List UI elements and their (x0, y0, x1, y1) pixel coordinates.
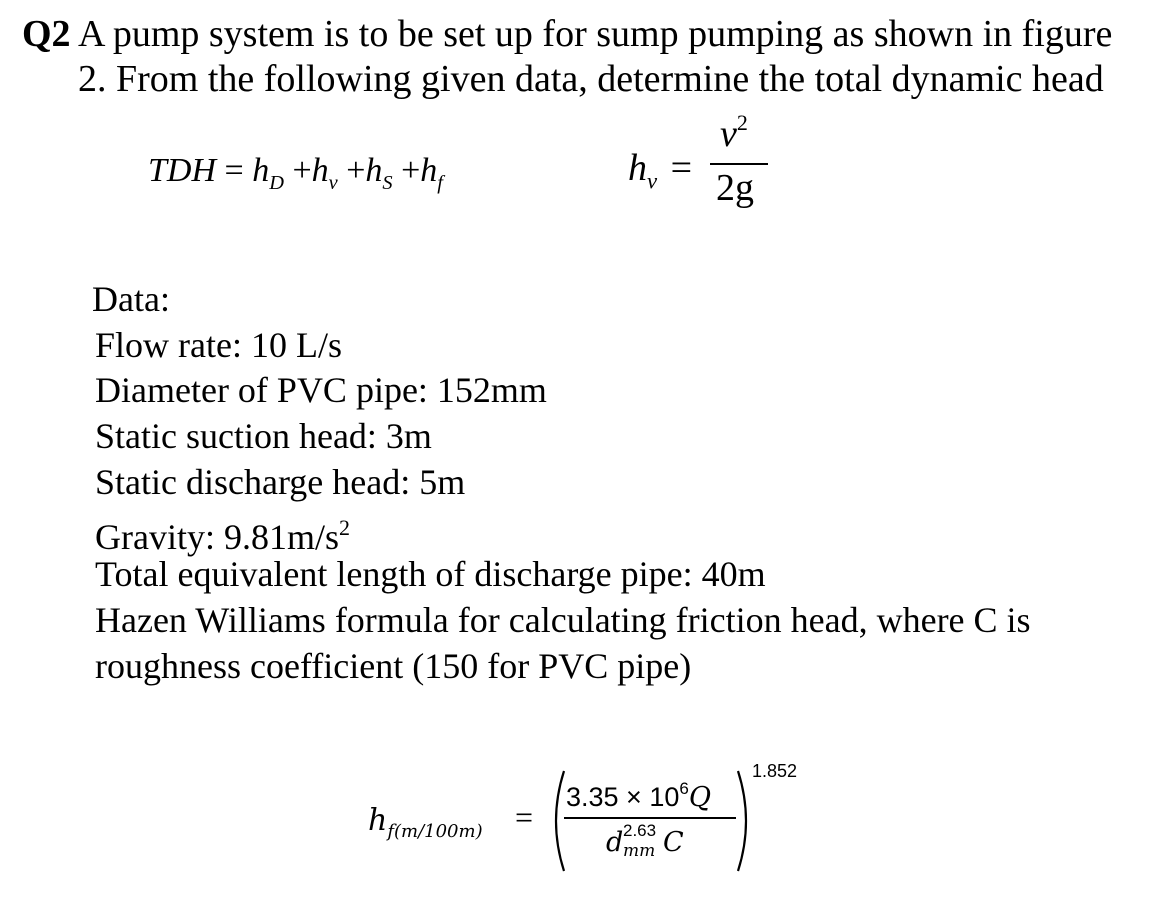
hazen-den-sub: mm (623, 841, 656, 861)
hv-num-sup: 2 (736, 110, 748, 135)
tdh-sub-D: D (269, 171, 284, 194)
data-item-diameter: Diameter of PVC pipe: 152mm (95, 370, 547, 410)
tdh-term-3: h (365, 152, 383, 189)
hv-lhs: h (628, 147, 647, 189)
tdh-eq: = (224, 152, 244, 189)
gravity-sup: 2 (338, 515, 350, 540)
data-item-hazen-1: Hazen Williams formula for calculating friction head, where C is (95, 600, 1031, 640)
question-line-1 (22, 12, 1112, 56)
hv-lhs-sub: v (647, 168, 658, 194)
tdh-sub-v: v (328, 171, 338, 194)
tdh-term-2: h (311, 152, 329, 189)
hazen-num-sup: 6 (679, 779, 689, 798)
hazen-exponent: 1.852 (752, 761, 798, 781)
hazen-lhs: h (368, 803, 388, 838)
hazen-num-var: Q (688, 782, 711, 813)
hazen-fraction-bar (564, 817, 736, 819)
tdh-sub-S: S (382, 171, 393, 194)
tdh-term-1: h (252, 152, 270, 189)
tdh-sub-f: f (437, 171, 443, 194)
question-number: Q2 (22, 13, 71, 55)
data-item-flow: Flow rate: 10 L/s (95, 325, 342, 365)
hv-eq: = (670, 147, 693, 189)
tdh-term-4: h (420, 152, 438, 189)
tdh-plus-1: + (292, 152, 312, 189)
hazen-numerator: 3.35 × 10 (566, 782, 680, 812)
left-paren-icon (546, 769, 568, 873)
tdh-plus-2: + (346, 152, 366, 189)
data-item-discharge: Static discharge head: 5m (95, 462, 466, 502)
data-item-suction: Static suction head: 3m (95, 416, 432, 456)
hazen-den-c: C (663, 827, 684, 858)
hv-denominator: 2g (716, 167, 754, 209)
hv-numerator: v (720, 113, 737, 155)
hazen-formula (368, 755, 818, 875)
tdh-lhs: TDH (148, 152, 217, 189)
tdh-formula (148, 152, 443, 195)
hv-fraction-bar (710, 163, 768, 165)
data-item-length: Total equivalent length of discharge pipe: 40m (95, 554, 766, 594)
question-text-2: 2. From the following given data, determine the total dynamic head (78, 58, 1104, 100)
hazen-den-sup: 2.63 (623, 821, 657, 840)
question-line-2 (78, 57, 1104, 101)
hazen-lhs-sub: f(m/100m) (387, 821, 483, 842)
hv-formula (628, 108, 778, 218)
hazen-eq: = (515, 799, 534, 835)
tdh-plus-3: + (401, 152, 421, 189)
data-heading: Data: (92, 279, 170, 319)
data-item-hazen-2: roughness coefficient (150 for PVC pipe) (95, 646, 692, 686)
question-text-1: A pump system is to be set up for sump pumping as shown in figure (77, 13, 1113, 55)
gravity-text: Gravity: 9.81m/s (95, 517, 339, 557)
hazen-den-var: d (606, 827, 624, 858)
right-paren-icon (734, 769, 756, 873)
